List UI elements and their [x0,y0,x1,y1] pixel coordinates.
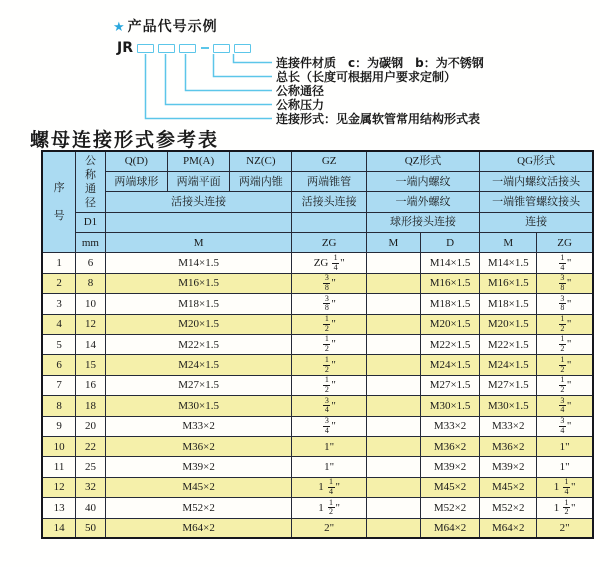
cell: $\frac{1}{2}$ " [292,375,366,395]
cell: M24×1.5 [480,355,537,375]
cell: M14×1.5 [420,253,479,273]
cell: M39×2 [105,457,292,477]
header-serial: 序号 [42,151,76,253]
cell: M20×1.5 [480,314,537,334]
cell [366,314,420,334]
header-m1: M [105,233,292,253]
cell: 50 [76,518,106,538]
code-box-total-length [213,44,230,53]
table-row [42,416,593,436]
header-qz-sub2: 一端外螺纹 [366,192,479,212]
cell: 13 [42,498,76,518]
table-header [42,151,593,253]
header-blank-gz [292,212,366,232]
table-row [42,253,593,273]
header-qz: QZ形式 [366,151,479,171]
cell: $\frac{1}{2}$ " [292,335,366,355]
code-box-material [234,44,251,53]
label-connection-form: 连接形式：见金属软管常用结构形式表 [276,111,481,126]
header-gz: GZ [292,151,366,171]
cell: 5 [42,335,76,355]
table-row [42,498,593,518]
cell: M39×2 [420,457,479,477]
cell [366,273,420,293]
header-live-joint: 活接头连接 [105,192,292,212]
cell: 14 [42,518,76,538]
cell: M33×2 [480,416,537,436]
cell: M30×1.5 [480,396,537,416]
cell: M45×2 [105,477,292,497]
cell: 18 [76,396,106,416]
cell: M14×1.5 [480,253,537,273]
cell: 15 [76,355,106,375]
header-q: Q(D) [105,151,167,171]
cell: M36×2 [420,436,479,456]
header-qg: QG形式 [480,151,593,171]
cell [366,294,420,314]
cell [366,375,420,395]
cell: M30×1.5 [420,396,479,416]
cell: $\frac{1}{2}$ " [292,355,366,375]
header-m2: M [366,233,420,253]
cell: 12 [42,477,76,497]
cell: M33×2 [420,416,479,436]
cell: M14×1.5 [105,253,292,273]
table-title: 螺母连接形式参考表 [30,130,220,151]
cell: $\frac{3}{8}$ " [537,273,593,293]
header-m3: M [480,233,537,253]
cell: 8 [42,396,76,416]
label-nominal-diameter: 公称通径 [276,83,325,98]
cell [366,355,420,375]
cell: $\frac{1}{2}$ " [537,375,593,395]
cell: M16×1.5 [480,273,537,293]
code-box-nominal-diameter [179,44,196,53]
product-code-heading [113,16,218,36]
cell: $\frac{1}{2}$ " [292,314,366,334]
cell: 1" [537,436,593,456]
table-row [42,518,593,538]
cell: M18×1.5 [420,294,479,314]
cell: 1 [42,253,76,273]
cell: M52×2 [105,498,292,518]
cell: M22×1.5 [480,335,537,355]
cell: $\frac{3}{4}$ " [537,416,593,436]
cell: 1 $\frac{1}{2}$ " [537,498,593,518]
cell [366,518,420,538]
header-qz-sub1: 一端内螺纹 [366,171,479,191]
cell [366,436,420,456]
header-diameter: 公称通径 [76,151,106,212]
cell: M64×2 [105,518,292,538]
product-code-row [117,40,255,56]
label-material: 连接件材质 c：为碳钢 b：为不锈钢 [276,55,484,70]
table-row [42,314,593,334]
cell: $\frac{1}{2}$ " [537,335,593,355]
header-qg-sub2: 一端锥管螺纹接头 [480,192,593,212]
cell: M27×1.5 [420,375,479,395]
header-blank-m [105,212,292,232]
table-row [42,457,593,477]
cell [366,253,420,273]
cell: M27×1.5 [480,375,537,395]
cell: M36×2 [105,436,292,456]
cell [366,457,420,477]
cell: $\frac{3}{8}$ " [537,294,593,314]
cell: M24×1.5 [420,355,479,375]
cell: 22 [76,436,106,456]
cell: M45×2 [420,477,479,497]
header-pm-sub: 两端平面 [167,171,229,191]
cell: 2" [292,518,366,538]
cell: 1" [292,436,366,456]
cell: M39×2 [480,457,537,477]
header-pm: PM(A) [167,151,229,171]
cell: 1 $\frac{1}{4}$ " [292,477,366,497]
cell: 1 $\frac{1}{4}$ " [537,477,593,497]
label-total-length: 总长（长度可根据用户要求定制） [276,69,457,84]
header-d1: D1 [76,212,106,232]
header-mm: mm [76,233,106,253]
header-qz-sub3: 球形接头连接 [366,212,479,232]
table-row [42,273,593,293]
star-icon: ★ [113,20,126,35]
cell: $\frac{1}{2}$ " [537,355,593,375]
label-nominal-pressure: 公称压力 [276,97,325,112]
table-row [42,477,593,497]
cell: $\frac{1}{2}$ " [537,314,593,334]
reference-table [41,150,594,539]
header-q-sub: 两端球形 [105,171,167,191]
cell: M24×1.5 [105,355,292,375]
header-gz-sub: 两端锥管 [292,171,366,191]
table-row [42,436,593,456]
cell: $\frac{3}{8}$ " [292,294,366,314]
cell [366,396,420,416]
cell [366,416,420,436]
cell: M27×1.5 [105,375,292,395]
cell: M20×1.5 [420,314,479,334]
cell: M45×2 [480,477,537,497]
cell: $\frac{1}{4}$ " [537,253,593,273]
cell: M30×1.5 [105,396,292,416]
cell: 32 [76,477,106,497]
product-code-heading-text: 产品代号示例 [127,19,218,35]
code-box-nominal-pressure [158,44,175,53]
cell: 6 [42,355,76,375]
cell: 1 $\frac{1}{2}$ " [292,498,366,518]
cell: M64×2 [480,518,537,538]
cell: 12 [76,314,106,334]
cell: M18×1.5 [105,294,292,314]
cell: 10 [42,436,76,456]
cell: 1" [537,457,593,477]
table-row [42,355,593,375]
cell: M64×2 [420,518,479,538]
header-gz-live: 活接头连接 [292,192,366,212]
cell: M16×1.5 [105,273,292,293]
cell: 4 [42,314,76,334]
header-nz: NZ(C) [230,151,292,171]
cell: M22×1.5 [105,335,292,355]
code-dash [201,47,209,49]
cell: $\frac{3}{8}$ " [292,273,366,293]
cell [366,477,420,497]
cell: 6 [76,253,106,273]
table-row [42,375,593,395]
cell: 20 [76,416,106,436]
cell: 8 [76,273,106,293]
cell: 7 [42,375,76,395]
cell: 14 [76,335,106,355]
header-qg-sub1: 一端内螺纹活接头 [480,171,593,191]
header-nz-sub: 两端内锥 [230,171,292,191]
cell: M22×1.5 [420,335,479,355]
header-qg-sub3: 连接 [480,212,593,232]
cell: 16 [76,375,106,395]
cell [366,498,420,518]
product-code-prefix: JR [117,40,133,56]
cell: 2 [42,273,76,293]
cell: M52×2 [420,498,479,518]
cell: 10 [76,294,106,314]
table-row [42,396,593,416]
cell: $\frac{3}{4}$ " [292,416,366,436]
cell: ZG $\frac{1}{4}$ " [292,253,366,273]
table-body [42,253,593,538]
cell: 40 [76,498,106,518]
cell: 1" [292,457,366,477]
cell: M18×1.5 [480,294,537,314]
table-row [42,294,593,314]
cell: M36×2 [480,436,537,456]
cell: $\frac{3}{4}$ " [292,396,366,416]
cell: $\frac{3}{4}$ " [537,396,593,416]
header-d: D [420,233,479,253]
code-box-connection-form [137,44,154,53]
cell: 25 [76,457,106,477]
cell [366,335,420,355]
cell: M52×2 [480,498,537,518]
header-zg2: ZG [537,233,593,253]
cell: M33×2 [105,416,292,436]
cell: 2" [537,518,593,538]
cell: M20×1.5 [105,314,292,334]
cell: M16×1.5 [420,273,479,293]
cell: 9 [42,416,76,436]
header-zg1: ZG [292,233,366,253]
cell: 11 [42,457,76,477]
table-row [42,335,593,355]
cell: 3 [42,294,76,314]
